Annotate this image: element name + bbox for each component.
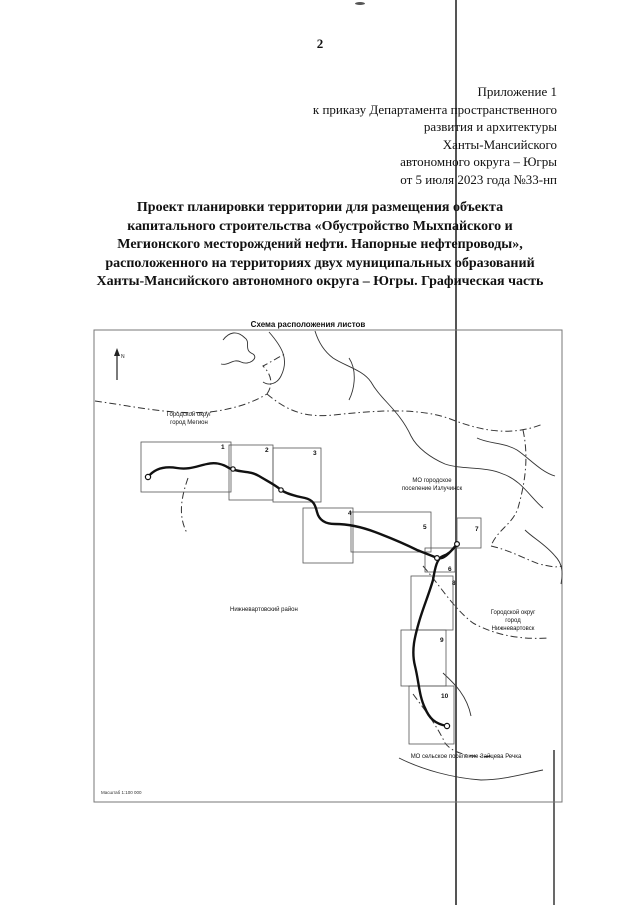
appendix-line: от 5 июля 2023 года №33-нп bbox=[400, 171, 557, 187]
map-frame bbox=[94, 330, 562, 802]
appendix-line: к приказу Департамента пространственного bbox=[312, 101, 557, 117]
document-title bbox=[60, 199, 580, 292]
title-line: расположенного на территориях двух муниципальных образований bbox=[105, 255, 535, 271]
sheet-frame bbox=[303, 508, 353, 563]
sheet-number: 4 bbox=[348, 510, 352, 517]
sheet-frame bbox=[351, 512, 431, 552]
appendix-line: развития и архитектуры bbox=[423, 119, 557, 134]
north-mark: N bbox=[121, 354, 125, 360]
area-label-nizhnevartovsk: Нижневартовск bbox=[491, 626, 535, 632]
route-node bbox=[145, 474, 150, 479]
appendix-line: Приложение 1 bbox=[477, 84, 557, 99]
map-scale: Масштаб 1:100 000 bbox=[101, 790, 142, 795]
map-heading: Схема расположения листов bbox=[250, 320, 366, 329]
page-number: 2 bbox=[316, 36, 324, 51]
sheet-number: 5 bbox=[423, 524, 427, 531]
area-label-megion: Городской округ bbox=[166, 412, 212, 418]
area-label-megion: город Мегион bbox=[170, 420, 208, 426]
north-arrow-icon bbox=[114, 348, 125, 380]
title-line: капитального строительства «Обустройство Мыхпайского и bbox=[127, 218, 513, 234]
sheet-number: 9 bbox=[440, 637, 444, 644]
area-label-zaytseva: МО сельское поселение Зайцева Речка bbox=[410, 754, 522, 760]
sheet-frame bbox=[457, 518, 481, 548]
route-node bbox=[455, 542, 460, 547]
sheet-number: 6 bbox=[448, 566, 452, 573]
sheet-number: 2 bbox=[265, 447, 269, 454]
appendix-line: Ханты-Мансийского bbox=[442, 136, 557, 152]
route-node bbox=[279, 488, 283, 492]
area-label-nizhnevartovsk: Городской округ bbox=[490, 610, 536, 616]
route-node bbox=[231, 467, 235, 471]
area-label-izluchinsk: МО городское bbox=[412, 478, 452, 484]
sheet-number: 1 bbox=[221, 444, 225, 451]
sheet-number: 3 bbox=[313, 450, 317, 457]
scan-speck bbox=[355, 2, 365, 5]
route-node bbox=[444, 723, 449, 728]
sheet-number: 10 bbox=[441, 693, 449, 700]
route-node bbox=[435, 556, 440, 561]
appendix-block bbox=[257, 83, 557, 188]
area-label-district: Нижневартовский район bbox=[230, 607, 298, 613]
sheet-layout-map bbox=[93, 318, 563, 803]
title-line: Мегионского месторождений нефти. Напорные нефтепроводы», bbox=[117, 237, 523, 252]
appendix-line: автономного округа – Югры bbox=[400, 154, 557, 169]
area-label-izluchinsk: поселение Излучинск bbox=[401, 486, 463, 492]
title-line: Ханты-Мансийского автономного округа – Югры. Графическая часть bbox=[96, 274, 544, 289]
municipal-boundaries bbox=[95, 354, 562, 756]
title-line: Проект планировки территории для размещения объекта bbox=[136, 200, 504, 215]
area-label-nizhnevartovsk: город bbox=[505, 618, 521, 624]
sheet-number: 8 bbox=[452, 580, 456, 587]
sheet-number: 7 bbox=[475, 526, 479, 533]
